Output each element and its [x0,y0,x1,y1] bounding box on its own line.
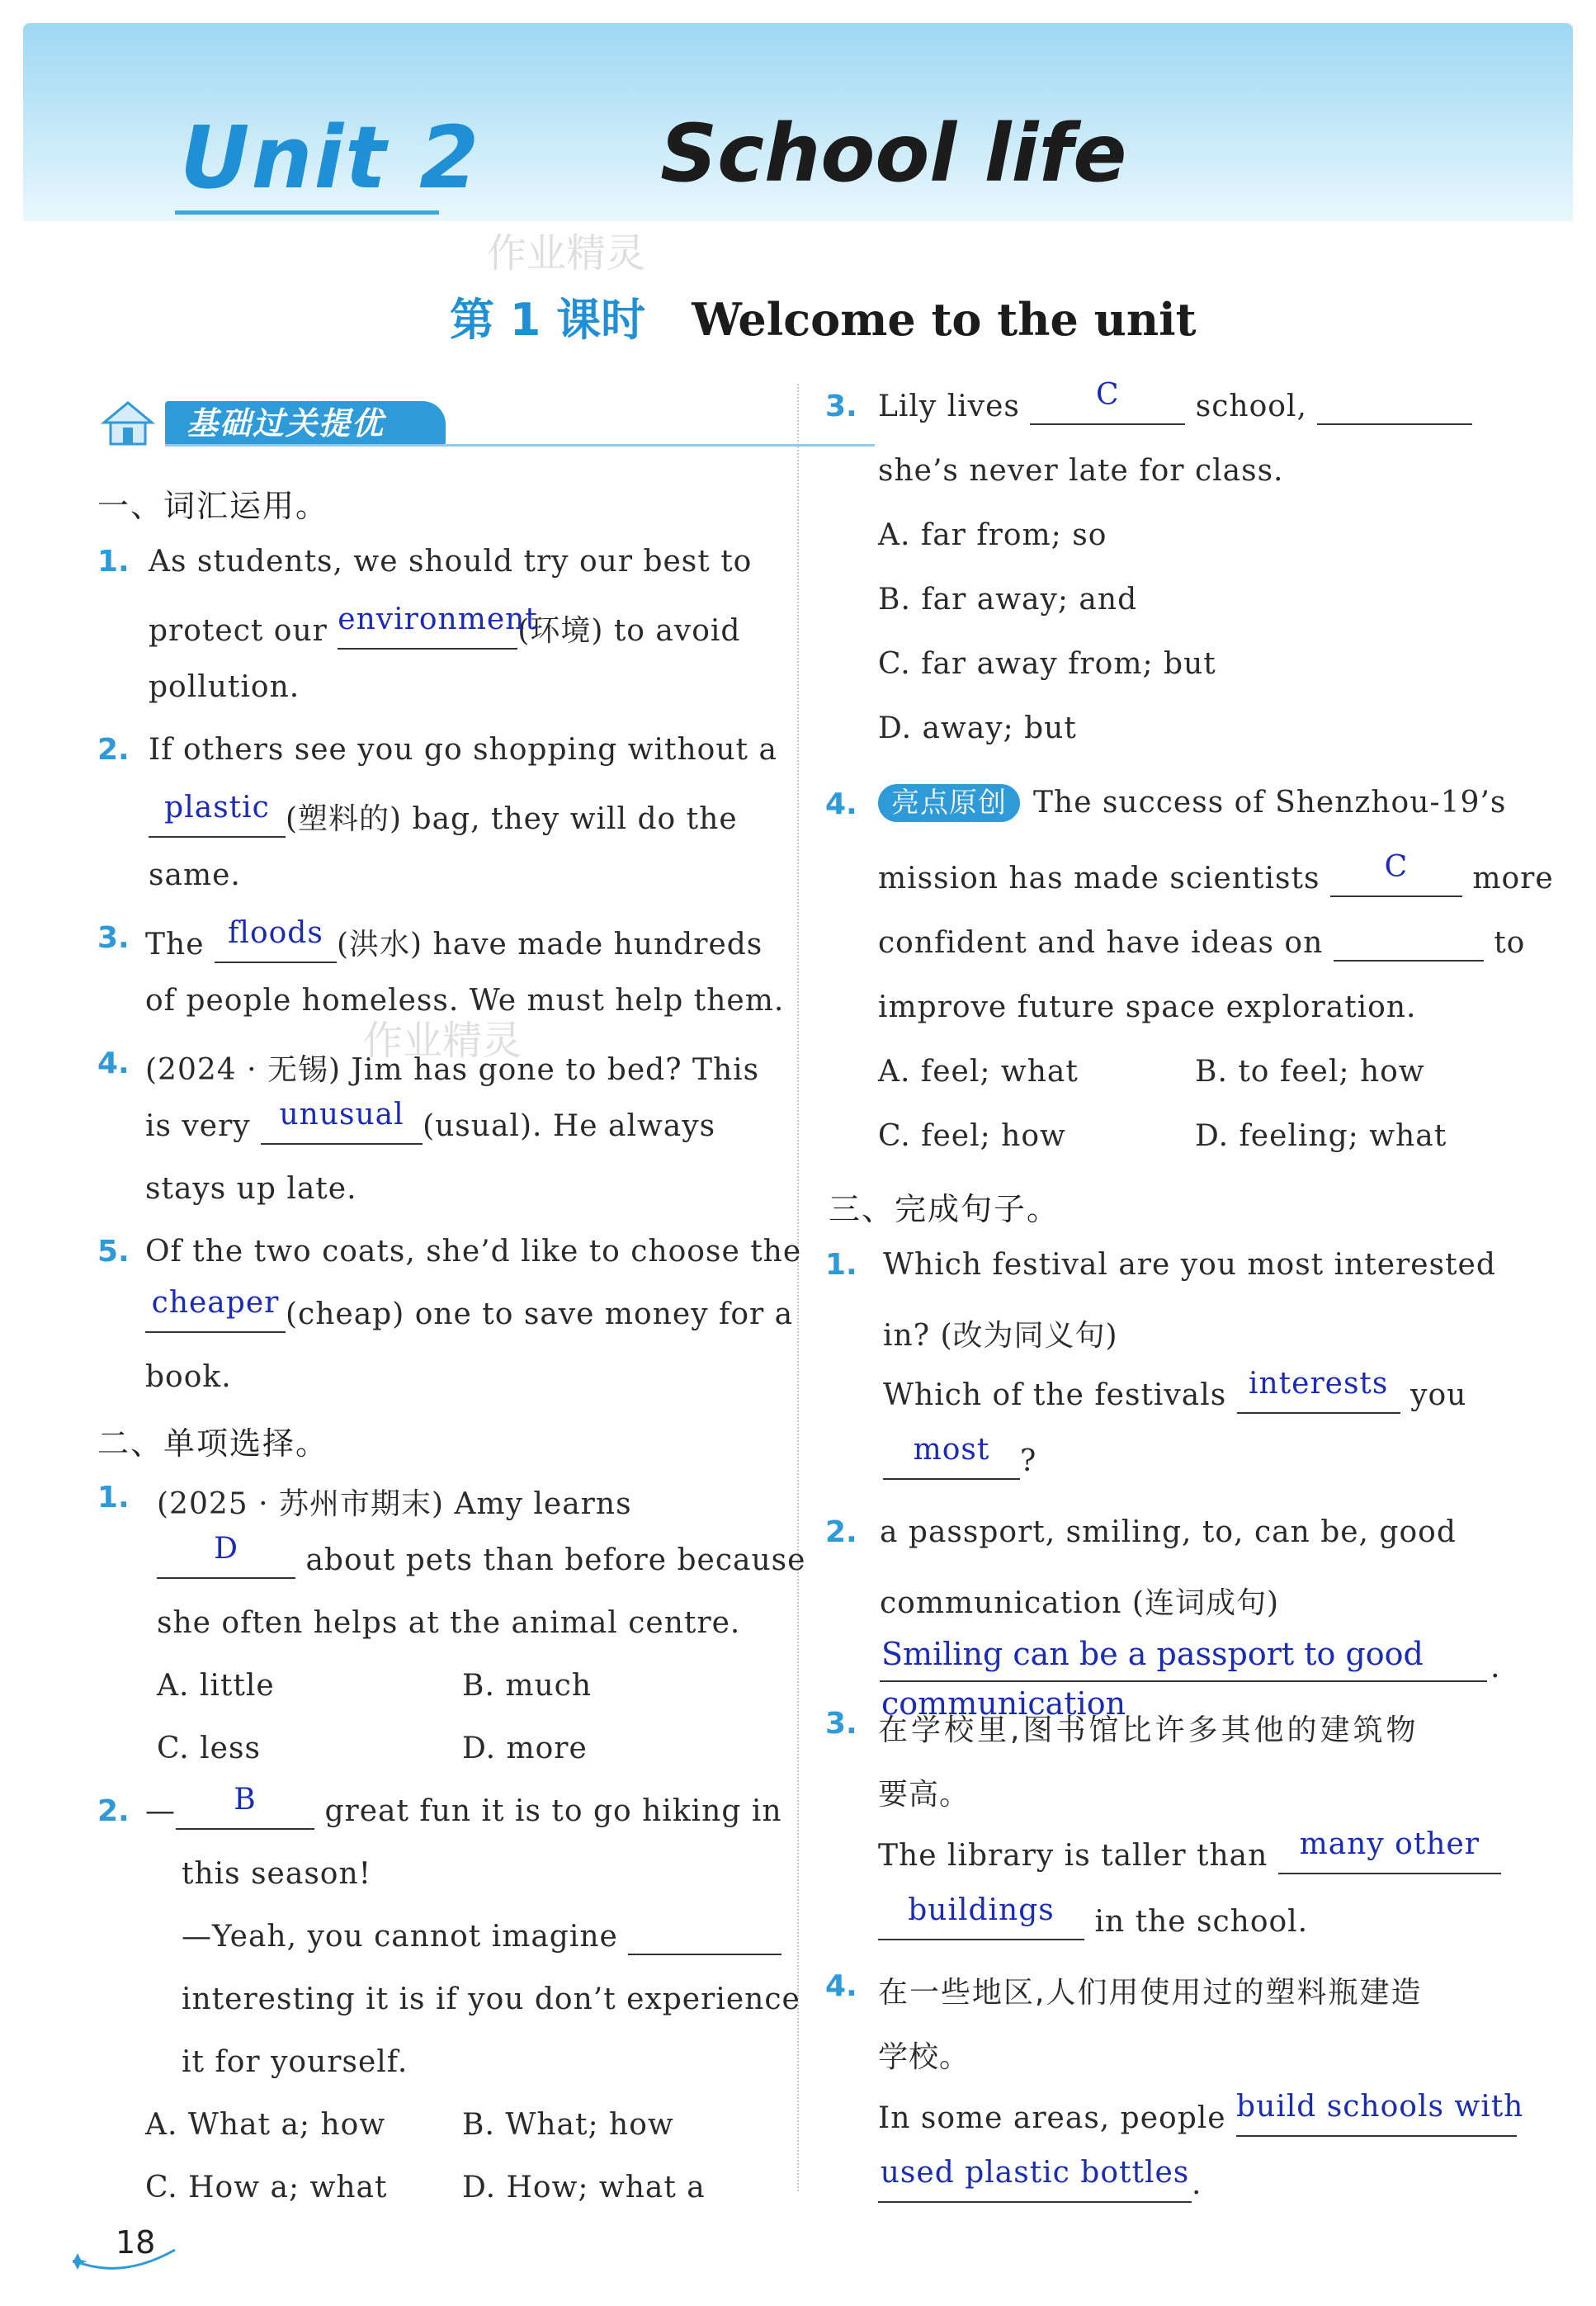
p2-q4-number: 4. [825,787,857,821]
p3-q3-answer2: buildings [908,1893,1055,1927]
section-badge [99,398,776,449]
p1-q2-line2 [149,791,738,838]
p3-q2-number: 2. [825,1515,857,1549]
p2-q3-number: 3. [825,390,857,423]
p3-q1-line1: Which festival are you most interested [883,1248,1496,1282]
p2-q1-option-a[interactable]: A. little [157,1669,275,1703]
p1-q3-blank[interactable] [215,916,337,963]
section-badge-label: 基础过关提优 [165,401,446,446]
p3-q4-line3 [878,2090,1524,2137]
p1-q3-line1 [145,916,763,963]
p1-q3-line1b: (洪水) have made hundreds [336,928,763,962]
unit-number: Unit 2 [180,107,481,208]
p1-q4-line1: (2024 · 无锡) Jim has gone to bed? This [145,1053,760,1087]
p3-q3-line2: 要高。 [878,1778,970,1812]
p2-q1-blank[interactable] [157,1532,295,1579]
p2-q2-answer: B [234,1783,257,1817]
p1-q4-number: 4. [97,1047,130,1080]
p2-q2-line3-text: —Yeah, you cannot imagine [182,1920,618,1954]
p2-q4-line1-text: The success of Shenzhou-19’s [1033,786,1507,820]
p2-q1-number: 1. [97,1481,130,1514]
p2-q3-answer: C [1096,378,1120,412]
p1-q5-line2b: (cheap) one to save money for a [286,1297,794,1331]
unit-underline [175,210,439,215]
p2-q1-line1: (2025 · 苏州市期末) Amy learns [157,1487,632,1521]
p3-q1-number: 1. [825,1248,857,1282]
p2-q2-line1b: great fun it is to go hiking in [324,1794,782,1828]
p2-q4-option-b[interactable]: B. to feel; how [1195,1055,1425,1089]
p2-q2-line4: interesting it is if you don’t experience [182,1982,800,2016]
p1-q4-line2 [145,1098,716,1145]
p2-q2-option-c[interactable]: C. How a; what [145,2171,388,2204]
part3-title: 三、完成句子。 [829,1191,1060,1227]
p1-q2-answer: plastic [164,791,270,825]
unit-title: School life [660,107,1127,200]
p3-q3-answer1: many other [1299,1827,1480,1861]
p3-q2-end: . [1490,1651,1501,1685]
p1-q4-blank[interactable] [261,1098,423,1145]
p2-q1-option-b[interactable]: B. much [462,1669,593,1703]
p2-q2-option-a[interactable]: A. What a; how [145,2108,386,2142]
p3-q1-line3a: Which of the festivals [883,1378,1227,1412]
p2-q4-option-a[interactable]: A. feel; what [878,1055,1079,1089]
p2-q4-option-d[interactable]: D. feeling; what [1195,1119,1447,1153]
p3-q3-line3a: The library is taller than [878,1839,1268,1873]
p1-q1-answer: environment [338,602,538,636]
p2-q4-line3b: to [1494,926,1526,960]
p3-q4-answer2: used plastic bottles [880,2156,1190,2190]
p2-q3-line1b: school, [1195,390,1307,423]
p3-q3-line3 [878,1827,1501,1874]
p2-q1-option-c[interactable]: C. less [157,1732,261,1765]
lesson-title [450,285,1197,348]
p1-q5-line3: book. [145,1360,232,1394]
p2-q1-line2 [157,1532,806,1579]
p2-q4-line4: improve future space exploration. [878,990,1417,1024]
p3-q4-line3a: In some areas, people [878,2101,1226,2135]
p2-q4-line1 [878,784,1506,822]
p2-q3-line1a: Lily lives [878,390,1020,423]
p3-q4-answer1: build schools with [1236,2090,1524,2124]
p3-q4-end: . [1192,2167,1202,2201]
p3-q1-line4 [883,1433,1037,1480]
p1-q2-line1: If others see you go shopping without a [149,733,777,767]
p2-q2-number: 2. [97,1794,130,1828]
p3-q4-line2: 学校。 [878,2040,970,2074]
p3-q1-blank1[interactable] [1237,1367,1400,1414]
p2-q3-blank2[interactable] [1317,390,1472,425]
p1-q5-line2 [145,1286,794,1333]
p2-q4-answer: C [1384,850,1409,884]
house-icon [99,398,157,447]
p3-q1-line3 [883,1367,1467,1414]
p2-q2-line1 [145,1783,782,1830]
part2-title: 二、单项选择。 [97,1425,329,1462]
p3-q1-line3b: you [1410,1378,1467,1412]
p3-q4-number: 4. [825,1969,857,2003]
p3-q4-blank2[interactable] [878,2156,1192,2203]
p1-q5-blank[interactable] [145,1286,286,1333]
p1-q1-line2b: (环境) to avoid [517,614,741,648]
p3-q1-blank2[interactable] [883,1433,1020,1480]
p1-q3-line2: of people homeless. We must help them. [145,984,785,1018]
p3-q3-line4b: in the school. [1094,1905,1309,1939]
p3-q2-line2: communication (连词成句) [880,1586,1279,1620]
p2-q3-option-a[interactable]: A. far from; so [878,518,1107,552]
p1-q4-answer: unusual [279,1098,404,1132]
p3-q3-number: 3. [825,1707,857,1741]
p3-q4-blank1[interactable] [1236,2090,1524,2137]
p2-q2-line5: it for yourself. [182,2045,408,2079]
p3-q3-line1: 在学校里,图书馆比许多其他的建筑物 [878,1713,1419,1747]
p1-q1-blank[interactable] [338,602,538,650]
p2-q3-option-d[interactable]: D. away; but [878,711,1077,745]
p1-q2-blank[interactable] [149,791,286,838]
p1-q5-number: 5. [97,1235,130,1269]
p2-q4-line2a: mission has made scientists [878,862,1320,895]
p3-q1-answer2: most [913,1433,990,1467]
p2-q4-line3a: confident and have ideas on [878,926,1324,960]
p2-q3-option-b[interactable]: B. far away; and [878,583,1138,617]
p2-q1-answer: D [214,1532,238,1566]
p3-q1-answer1: interests [1248,1367,1389,1401]
p2-q4-blank2[interactable] [1334,926,1484,962]
p1-q2-line2b: (塑料的) bag, they will do the [286,802,738,836]
p3-q1-line2: in? (改为同义句) [883,1319,1118,1353]
p2-q3-blank[interactable] [1030,378,1185,425]
p3-q3-line4 [878,1893,1309,1940]
p1-q3-line1a: The [145,928,205,962]
p1-q1-line3: pollution. [149,670,300,704]
p2-q2-line3 [182,1920,781,1955]
p3-q3-blank1[interactable] [1278,1827,1501,1874]
p1-q1-number: 1. [97,545,130,579]
p1-q1-line2 [149,602,741,650]
p1-q2-number: 2. [97,733,130,767]
column-divider [797,384,799,2191]
p2-q4-line3 [878,926,1525,962]
p2-q3-line2: she’s never late for class. [878,454,1284,488]
p1-q4-line3: stays up late. [145,1172,357,1206]
p1-q4-line2a: is very [145,1109,251,1143]
p1-q1-line1: As students, we should try our best to [149,545,753,579]
p2-q3-option-c[interactable]: C. far away from; but [878,647,1216,681]
p3-q2-answer1: Smiling can be a passport to good [881,1636,1424,1672]
p3-q2-answer-line[interactable] [880,1680,1487,1682]
p3-q2-line1: a passport, smiling, to, can be, good [880,1515,1457,1549]
p2-q2-dash: — [145,1794,176,1828]
p2-q4-blank[interactable] [1330,850,1462,897]
p1-q2-line3: same. [149,858,241,892]
p2-q1-line2b: about pets than before because [305,1543,806,1577]
original-tag: 亮点原创 [878,784,1020,822]
p2-q4-line2 [878,850,1554,897]
p2-q4-line2b: more [1472,862,1554,895]
section-badge-line [165,444,875,447]
p2-q2-option-d[interactable]: D. How; what a [462,2171,706,2204]
p3-q3-blank2[interactable] [878,1893,1084,1940]
p3-q4-line4 [878,2156,1202,2203]
p2-q2-option-b[interactable]: B. What; how [462,2108,674,2142]
p3-q4-line1: 在一些地区,人们用使用过的塑料瓶建造 [878,1976,1423,2010]
p1-q5-line1: Of the two coats, she’d like to choose the [145,1235,802,1269]
p2-q2-line2: this season! [182,1857,372,1891]
lesson-en: Welcome to the unit [692,293,1197,346]
p2-q2-blank2[interactable] [628,1920,781,1955]
p3-q1-end: ? [1020,1444,1037,1478]
watermark-2: 作业精灵 [363,1018,522,1064]
p1-q4-line2b: (usual). He always [423,1109,716,1143]
page-number: 18 [116,2224,156,2261]
p2-q2-blank[interactable] [176,1783,314,1830]
part1-title: 一、词汇运用。 [97,488,329,524]
p1-q1-line2a: protect our [149,614,328,648]
watermark: 作业精灵 [487,230,646,276]
p2-q4-option-c[interactable]: C. feel; how [878,1119,1066,1153]
lesson-zh: 第 1 课时 [450,294,646,346]
p1-q3-number: 3. [97,921,130,955]
p1-q3-answer: floods [228,916,323,950]
p2-q1-option-d[interactable]: D. more [462,1732,588,1765]
p3-q2-answer2: communication [881,1685,1126,1722]
p2-q3-line1 [878,378,1472,425]
p2-q1-line3: she often helps at the animal centre. [157,1606,741,1640]
p1-q5-answer: cheaper [151,1286,280,1320]
